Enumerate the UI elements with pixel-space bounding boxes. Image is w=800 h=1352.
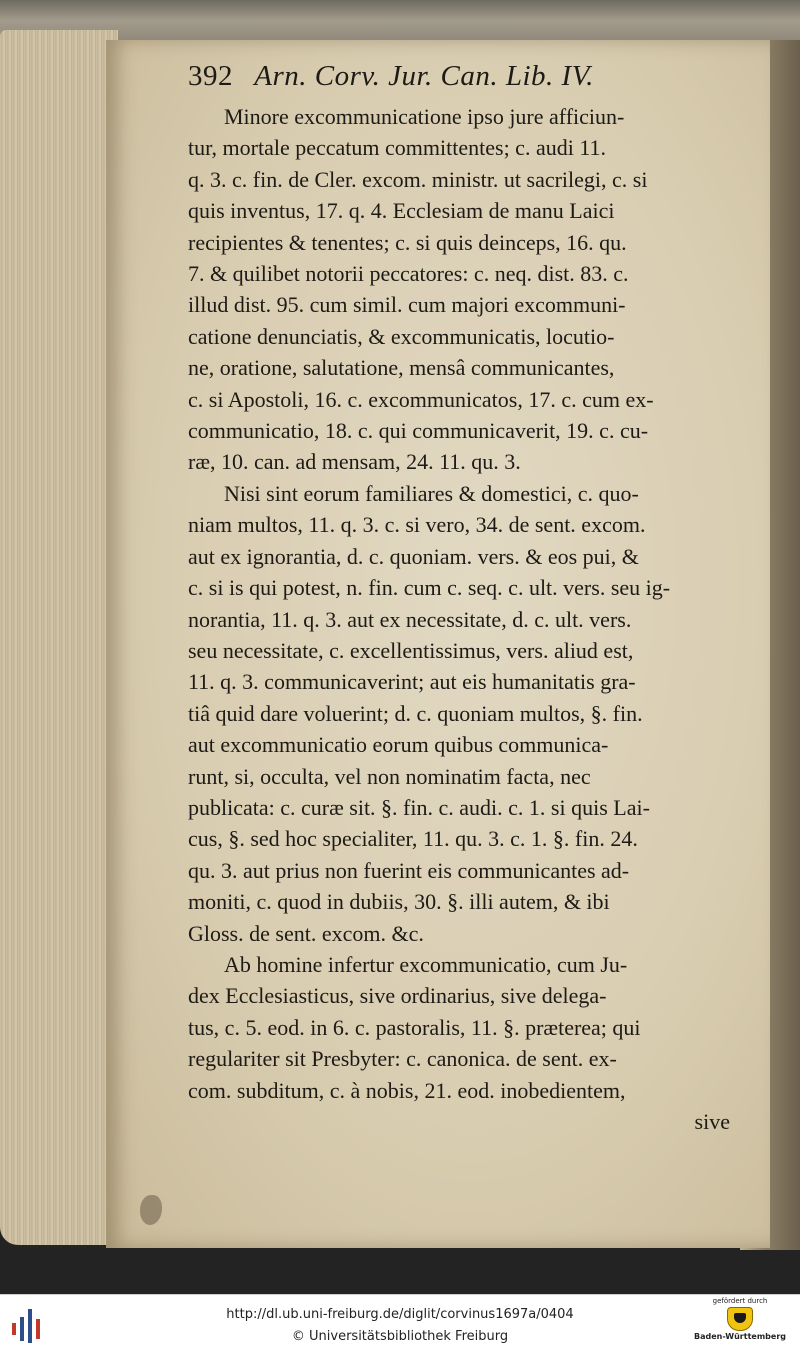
text-line: c. si Apostoli, 16. c. excommunicatos, 17. c. cum ex- bbox=[188, 386, 654, 412]
text-line: Minore excommunicatione ipso jure afficiun- bbox=[224, 104, 625, 129]
text-line: qu. 3. aut prius non fuerint eis communicantes ad- bbox=[188, 857, 630, 883]
text-line: aut excommunicatio eorum quibus communica- bbox=[188, 732, 609, 758]
page-fore-edge bbox=[0, 30, 118, 1245]
text-line: runt, si, occulta, vel non nominatim facta, nec bbox=[188, 763, 591, 789]
page-number: 392 bbox=[188, 60, 233, 92]
paragraph bbox=[188, 478, 736, 949]
text-line: regulariter sit Presbyter: c. canonica. de sent. ex- bbox=[188, 1046, 617, 1072]
paragraph bbox=[188, 949, 736, 1106]
text-line: cus, §. sed hoc specialiter, 11. qu. 3. c. 1. §. fin. 24. bbox=[188, 826, 638, 852]
sponsor-block bbox=[690, 1297, 790, 1341]
paragraph bbox=[188, 101, 736, 478]
text-line: norantia, 11. q. 3. aut ex necessitate, d. c. ult. vers. bbox=[188, 606, 632, 632]
text-line: 11. q. 3. communicaverint; aut eis humanitatis gra- bbox=[188, 669, 636, 695]
permalink-url[interactable]: http://dl.ub.uni-freiburg.de/diglit/corvinus1697a/0404 bbox=[226, 1307, 574, 1322]
text-line: niam multos, 11. q. 3. c. si vero, 34. de sent. excom. bbox=[188, 512, 646, 538]
text-line: q. 3. c. fin. de Cler. excom. ministr. ut sacrilegi, c. si bbox=[188, 166, 648, 192]
text-line: tiâ quid dare voluerint; d. c. quoniam multos, §. fin. bbox=[188, 700, 643, 726]
text-line: ræ, 10. can. ad mensam, 24. 11. qu. 3. bbox=[188, 449, 521, 475]
text-line: aut ex ignorantia, d. c. quoniam. vers. & eos pui, & bbox=[188, 543, 639, 569]
running-head-title: Arn. Corv. Jur. Can. Lib. IV. bbox=[254, 60, 594, 92]
text-line: com. subditum, c. à nobis, 21. eod. inobedientem, bbox=[188, 1077, 626, 1103]
text-line: dex Ecclesiasticus, sive ordinarius, sive delega- bbox=[188, 983, 607, 1009]
text-line: moniti, c. quod in dubiis, 30. §. illi autem, & ibi bbox=[188, 889, 610, 915]
text-line: Nisi sint eorum familiares & domestici, c. quo- bbox=[224, 480, 639, 506]
text-line: publicata: c. curæ sit. §. fin. c. audi. c. 1. si quis Lai- bbox=[188, 794, 650, 820]
text-line: c. si is qui potest, n. fin. cum c. seq. c. ult. vers. seu ig- bbox=[188, 575, 671, 601]
text-line: quis inventus, 17. q. 4. Ecclesiam de manu Laici bbox=[188, 198, 615, 224]
body-text bbox=[188, 101, 736, 1137]
sponsor-name: Baden-Württemberg bbox=[693, 1332, 786, 1341]
copyright-notice: © Universitätsbibliothek Freiburg bbox=[291, 1329, 509, 1344]
text-line: illud dist. 95. cum simil. cum majori excommuni- bbox=[188, 292, 626, 318]
text-line: tus, c. 5. eod. in 6. c. pastoralis, 11. §. præterea; qui bbox=[188, 1014, 641, 1040]
catchword: sive bbox=[694, 1109, 730, 1134]
text-line: catione denunciatis, & excommunicatis, locutio- bbox=[188, 323, 615, 349]
text-line: ne, oratione, salutatione, mensâ communicantes, bbox=[188, 355, 615, 381]
coat-of-arms-icon bbox=[727, 1307, 753, 1331]
text-line: recipientes & tenentes; c. si quis deinceps, 16. qu. bbox=[188, 229, 627, 255]
text-line: Ab homine infertur excommunicatio, cum Ju- bbox=[224, 951, 628, 977]
sponsor-note: gefördert durch bbox=[712, 1297, 768, 1305]
viewer-footer bbox=[0, 1294, 800, 1352]
running-head bbox=[188, 60, 728, 93]
text-line: seu necessitate, c. excellentissimus, vers. aliud est, bbox=[188, 637, 634, 663]
text-line: communicatio, 18. c. qui communicaverit, 19. c. cu- bbox=[188, 418, 649, 444]
text-line: 7. & quilibet notorii peccatores: c. neq. dist. 83. c. bbox=[188, 261, 629, 287]
text-line: tur, mortale peccatum committentes; c. audi 11. bbox=[188, 135, 606, 161]
text-line: Gloss. de sent. excom. &c. bbox=[188, 920, 424, 946]
